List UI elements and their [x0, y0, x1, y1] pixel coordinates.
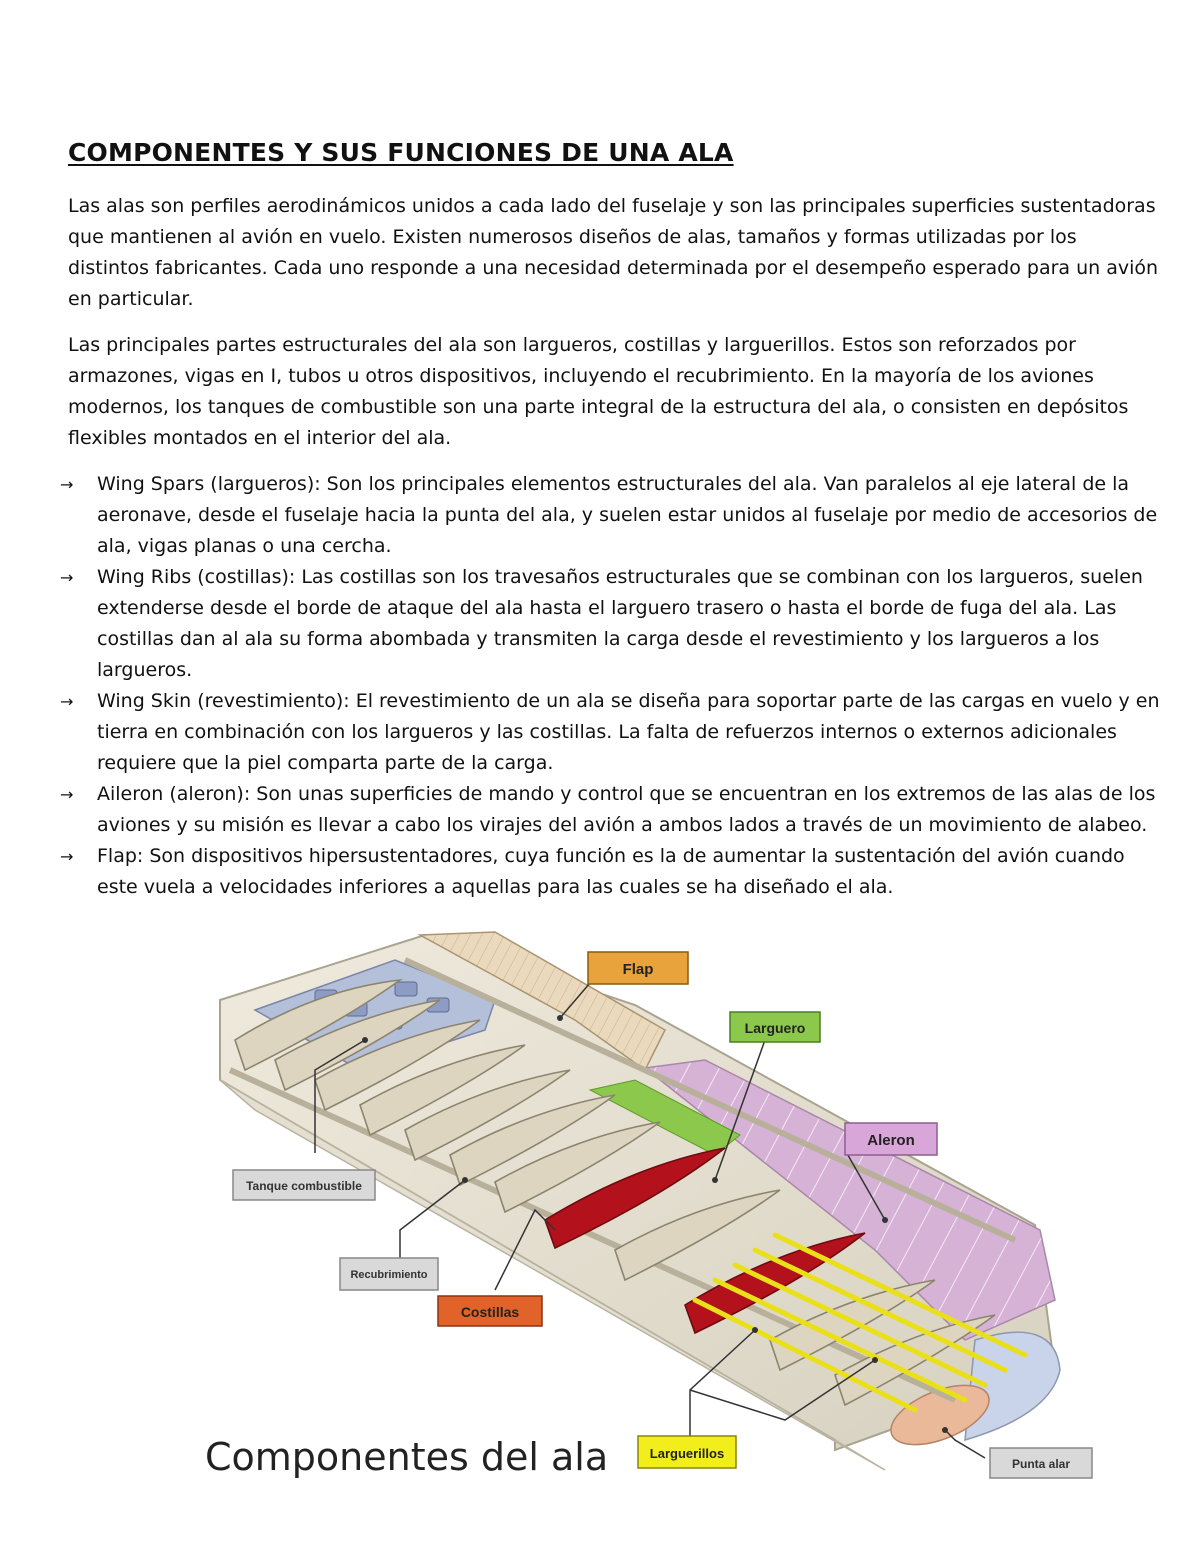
label-punta — [990, 1448, 1092, 1478]
arrow-right-icon: → — [60, 568, 74, 587]
list-item-wing-spars — [60, 469, 1160, 562]
label-larguerillos — [638, 1436, 736, 1468]
label-costillas — [438, 1296, 542, 1326]
label-tanque-text: Tanque combustible — [246, 1179, 362, 1193]
document-title: COMPONENTES Y SUS FUNCIONES DE UNA ALA — [68, 138, 734, 167]
label-costillas-text: Costillas — [460, 1304, 520, 1320]
arrow-right-icon: → — [60, 692, 74, 711]
label-flap — [588, 952, 688, 984]
figure-caption: Componentes del ala — [205, 1435, 609, 1479]
arrow-right-icon: → — [60, 475, 74, 494]
label-recubrimiento-text: Recubrimiento — [350, 1269, 428, 1281]
list-item-text: Aileron (aleron): Son unas superficies de mando y control que se encuentran en los extremos de las alas de los aviones y su misión es llevar a cabo los virajes del avión a ambos lados a través de un movimiento de alabeo. — [97, 783, 1156, 836]
list-item-wing-skin — [60, 686, 1160, 779]
list-item-text: Wing Ribs (costillas): Las costillas son los travesaños estructurales que se combinan con los largueros, suelen extenderse desde el borde de ataque del ala hasta el larguero trasero o hasta el borde de fuga del ala. Las costillas dan al ala su forma abombada y transmiten la carga desde el revestimiento y los largueros a los largueros. — [97, 566, 1143, 681]
list-item-aileron — [60, 779, 1160, 841]
list-item-flap — [60, 841, 1160, 903]
paragraph-structure: Las principales partes estructurales del ala son largueros, costillas y larguerillos. Estos son reforzados por armazones, vigas en I, tubos u otros dispositivos, incluyendo el recubrimiento. En la mayoría de los aviones modernos, los tanques de combustible son una parte integral de la estructura del ala, o consisten en depósitos flexibles montados en el interior del ala. — [68, 334, 1129, 449]
label-larguero — [730, 1012, 820, 1042]
paragraph-intro: Las alas son perfiles aerodinámicos unidos a cada lado del fuselaje y son las principales superficies sustentadoras que mantienen al avión en vuelo. Existen numerosos diseños de alas, tamaños y formas utilizadas por los distintos fabricantes. Cada uno responde a una necesidad determinada por el desempeño esperado para un avión en particular. — [68, 195, 1159, 310]
label-recubrimiento — [340, 1258, 438, 1290]
component-list — [60, 469, 1160, 903]
label-aleron — [845, 1123, 937, 1155]
label-flap-text: Flap — [622, 961, 654, 978]
label-tanque — [233, 1170, 375, 1200]
wing-diagram — [195, 920, 1115, 1520]
list-item-text: Flap: Son dispositivos hipersustentadores, cuya función es la de aumentar la sustentación del avión cuando este vuela a velocidades inferiores a aquellas para las cuales se ha diseñado el ala. — [97, 845, 1125, 898]
arrow-right-icon: → — [60, 847, 74, 866]
label-punta-text: Punta alar — [1011, 1457, 1071, 1471]
list-item-text: Wing Spars (largueros): Son los principales elementos estructurales del ala. Van paralelos al eje lateral de la aeronave, desde el fuselaje hacia la punta del ala, y suelen estar unidos al fuselaje por medio de accesorios de ala, vigas planas o una cercha. — [97, 473, 1158, 557]
list-item-text: Wing Skin (revestimiento): El revestimiento de un ala se diseña para soportar parte de las cargas en vuelo y en tierra en combinación con los largueros y las costillas. La falta de refuerzos internos o externos adicionales requiere que la piel comparta parte de la carga. — [97, 690, 1160, 774]
arrow-right-icon: → — [60, 785, 74, 804]
list-item-wing-ribs — [60, 562, 1160, 686]
label-larguerillos-text: Larguerillos — [649, 1446, 725, 1461]
label-larguero-text: Larguero — [744, 1020, 806, 1036]
label-aleron-text: Aleron — [867, 1132, 915, 1149]
